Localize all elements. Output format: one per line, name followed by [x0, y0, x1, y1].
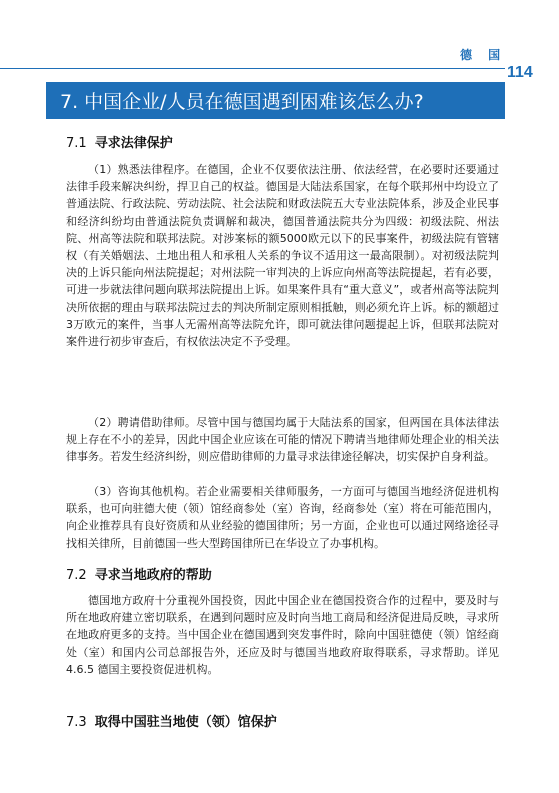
paragraph: （2）聘请借助律师。尽管中国与德国均属于大陆法系的国家，但两国在具体法律法规上存在不小的差异，因此中国企业应该在可能的情况下聘请当地律师处理企业的相关法律事务。若发生经济纠纷，则应借助律师的力量寻求法律途径解决，切实保护自身利益。 [66, 416, 499, 464]
section-heading: 寻求当地政府的帮助 [94, 568, 212, 583]
page-number: 114 [507, 64, 533, 81]
section-heading: 寻求法律保护 [94, 136, 173, 151]
paragraph: （3）咨询其他机构。若企业需要相关律师服务，一方面可与德国当地经济促进机构联系，也可向驻德大使（领）馆经商参处（室）咨询，经商参处（室）将在可能范围内，向企业推荐具有良好资质和从业经验的德国律所；另一方面，企业也可以通过网络途径寻找相关律所，目前德国一些大型跨国律所已在华设立了办事机构。 [66, 485, 499, 550]
section-title-7-3 [66, 711, 277, 730]
running-header-country: 德 国 [460, 48, 507, 62]
chapter-title: 7. 中国企业/人员在德国遇到困难该怎么办? [60, 91, 424, 113]
section-title-7-1 [66, 132, 173, 151]
section-heading: 取得中国驻当地使（领）馆保护 [94, 715, 277, 730]
chapter-title-bar [46, 82, 505, 119]
paragraph: 德国地方政府十分重视外国投资，因此中国企业在德国投资合作的过程中，要及时与所在地政府建立密切联系，在遇到问题时应及时向当地工商局和经济促进局反映，寻求所在地政府更多的支持。当中国企业在德国遇到突发事件时，除向中国驻德使（领）馆经商处（室）和国内公司总部报告外，还应及时与德国当地政府取得联系，寻求帮助。详见4.6.5 德国主要投资促进机构。 [66, 594, 499, 676]
section-number: 7.1 [66, 136, 87, 151]
section-title-7-2 [66, 564, 212, 583]
header-rule [0, 68, 505, 69]
section-number: 7.3 [66, 715, 87, 730]
paragraph: （1）熟悉法律程序。在德国，企业不仅要依法注册、依法经营，在必要时还要通过法律手段来解决纠纷，捍卫自己的权益。德国是大陆法系国家，在每个联邦州中均设立了普通法院、行政法院、劳动法院、社会法院和财政法院五大专业法院体系，涉及企业民事和经济纠纷均由普通法院负责调解和裁决，德国普通法院共分为四级：初级法院、州法院、州高等法院和联邦法院。对涉案标的额5000欧元以下的民事案件，初级法院有管辖权（有关婚姻法、土地出租人和承租人关系的争议不适用这一最高限制）。对初级法院判决的上诉只能向州法院提起；对州法院一审判决的上诉应向州高等法院提起，若有必要，可进一步就法律问题向联邦法院提出上诉。如果案件具有“重大意义”，或者州高等法院判决所依据的理由与联邦法院过去的判决所制定原则相抵触，则必须允许上诉。标的额超过3万欧元的案件，当事人无需州高等法院允许，即可就法律问题提起上诉，但联邦法院对案件进行初步审查后，有权依法决定不予受理。 [66, 163, 499, 349]
section-number: 7.2 [66, 568, 87, 583]
